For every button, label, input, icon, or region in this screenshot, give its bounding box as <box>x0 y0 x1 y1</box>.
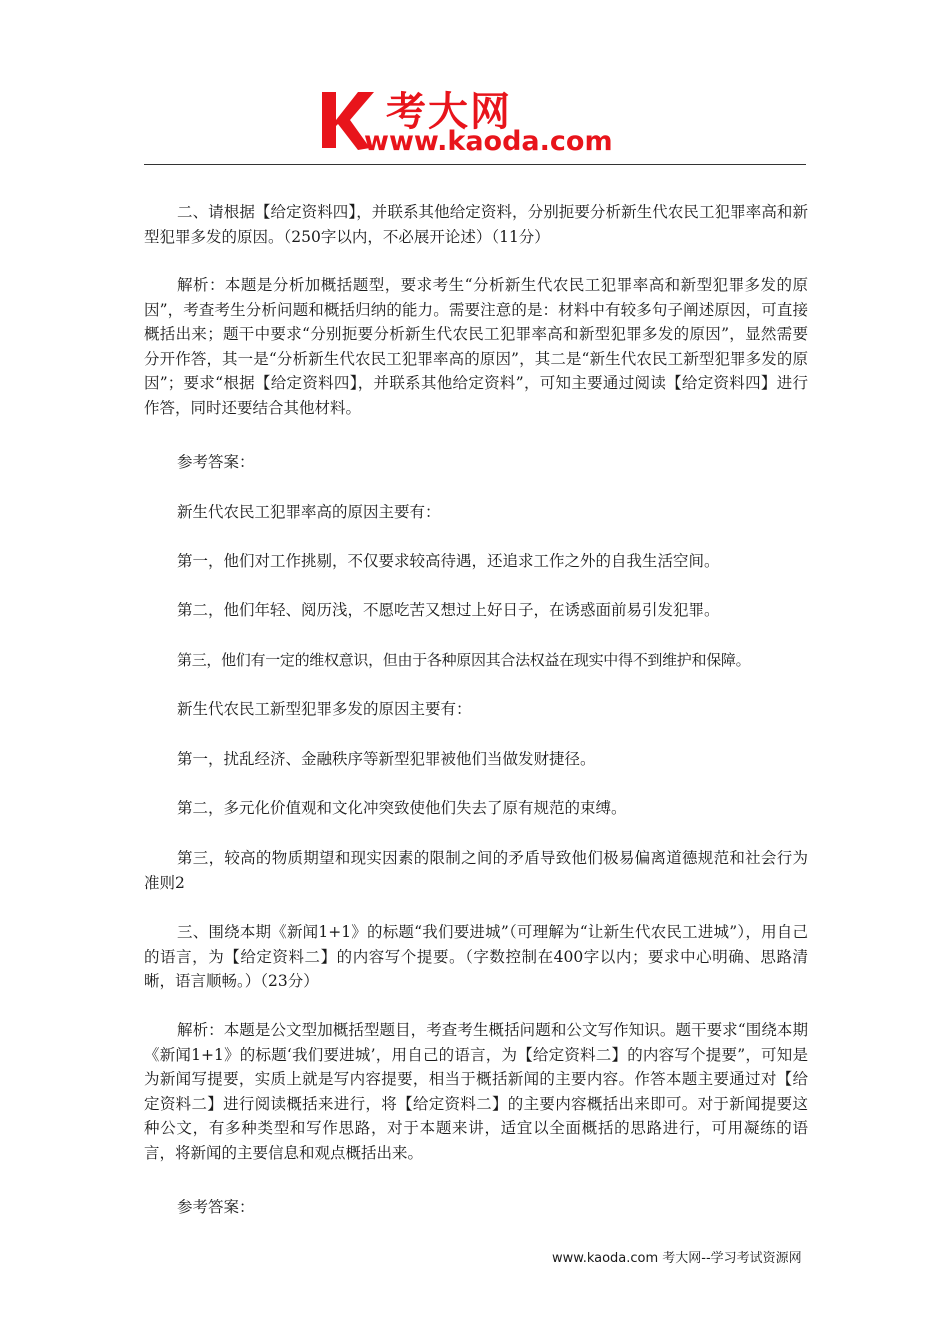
high-rate-heading <box>144 500 808 525</box>
new-type-item-3-text: 第三，较高的物质期望和现实因素的限制之间的矛盾导致他们极易偏离道德规范和社会行为准则2 <box>144 849 808 892</box>
high-rate-item-3-text: 第三，他们有一定的维权意识，但由于各种原因其合法权益在现实中得不到维护和保障。 <box>177 651 751 669</box>
high-rate-item-2-text: 第二，他们年轻、阅历浅，不愿吃苦又想过上好日子，在诱惑面前易引发犯罪。 <box>177 601 720 619</box>
answer-label-1-text: 参考答案： <box>177 453 255 471</box>
answer-label-2 <box>144 1195 808 1220</box>
high-rate-heading-text: 新生代农民工犯罪率高的原因主要有： <box>177 503 441 521</box>
question-2-paragraph <box>144 200 808 249</box>
question-3-paragraph <box>144 920 808 994</box>
high-rate-item-2 <box>144 598 808 623</box>
site-logo <box>318 82 648 162</box>
high-rate-item-1-text: 第一，他们对工作挑剔，不仅要求较高待遇，还追求工作之外的自我生活空间。 <box>177 552 720 570</box>
new-type-heading <box>144 697 808 722</box>
answer-label-2-text: 参考答案： <box>177 1198 255 1216</box>
new-type-item-2-text: 第二，多元化价值观和文化冲突致使他们失去了原有规范的束缚。 <box>177 799 627 817</box>
new-type-heading-text: 新生代农民工新型犯罪多发的原因主要有： <box>177 700 472 718</box>
logo-url-text: www.kaoda.com <box>364 126 613 157</box>
high-rate-item-1 <box>144 549 808 574</box>
new-type-item-3 <box>144 846 808 895</box>
logo-chinese-name: 考大网 <box>386 89 512 135</box>
question-2-text: 二、请根据【给定资料四】，并联系其他给定资料，分别扼要分析新生代农民工犯罪率高和新型犯罪多发的原因。（250字以内，不必展开论述）（11分） <box>144 203 808 246</box>
header-divider <box>144 164 806 165</box>
analysis-3-paragraph <box>144 1018 808 1165</box>
page-footer: www.kaoda.com 考大网--学习考试资源网 <box>552 1251 802 1266</box>
analysis-2-paragraph <box>144 273 808 420</box>
new-type-item-1-text: 第一，扰乱经济、金融秩序等新型犯罪被他们当做发财捷径。 <box>177 750 596 768</box>
analysis-2-text: 解析：本题是分析加概括题型，要求考生“分析新生代农民工犯罪率高和新型犯罪多发的原因”，考查考生分析问题和概括归纳的能力。需要注意的是：材料中有较多句子阐述原因，可直接概括出来；题干中要求“分别扼要分析新生代农民工犯罪率高和新型犯罪多发的原因”，显然需要分开作答，其一是“分析新生代农民工犯罪率高的原因”，其二是“新生代农民工新型犯罪多发的原因”；要求“根据【给定资料四】，并联系其他给定资料”，可知主要通过阅读【给定资料四】进行作答，同时还要结合其他材料。 <box>144 276 808 417</box>
new-type-item-1 <box>144 747 808 772</box>
new-type-item-2 <box>144 796 808 821</box>
high-rate-item-3 <box>144 648 808 673</box>
question-3-text: 三、围绕本期《新闻1+1》的标题“我们要进城”（可理解为“让新生代农民工进城”），用自己的语言，为【给定资料二】的内容写个提要。（字数控制在400字以内；要求中心明确、思路清晰，语言顺畅。）（23分） <box>144 923 808 990</box>
answer-label-1 <box>144 450 808 475</box>
analysis-3-text: 解析：本题是公文型加概括型题目，考查考生概括问题和公文写作知识。题干要求“围绕本期《新闻1+1》的标题‘我们要进城’，用自己的语言，为【给定资料二】的内容写个提要”，可知是为新闻写提要，实质上就是写内容提要，相当于概括新闻的主要内容。作答本题主要通过对【给定资料二】进行阅读概括来进行，将【给定资料二】的主要内容概括出来即可。对于新闻提要这种公文，有多种类型和写作思路，对于本题来讲，适宜以全面概括的思路进行，可用凝练的语言，将新闻的主要信息和观点概括出来。 <box>144 1021 808 1162</box>
